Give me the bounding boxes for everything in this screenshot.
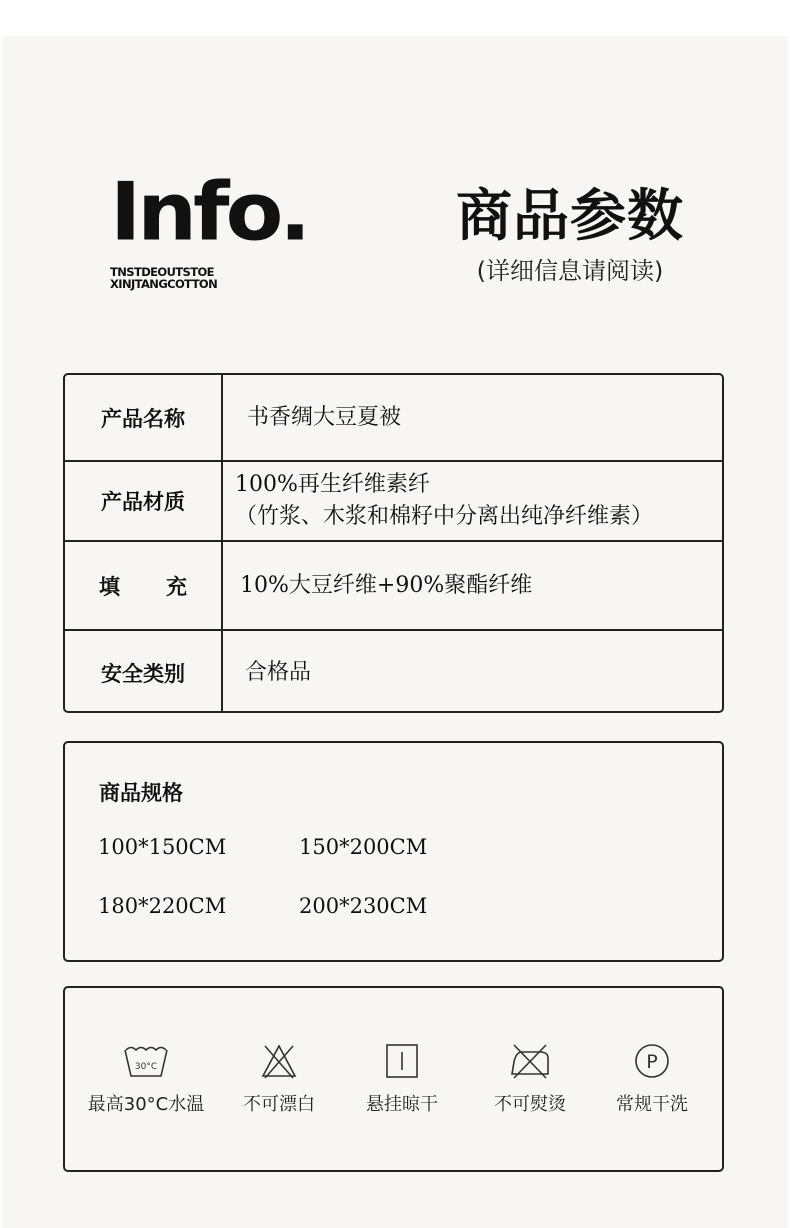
- specs-title: 商品规格: [99, 781, 183, 805]
- care-label: 常规干洗: [616, 1094, 688, 1115]
- care-label: 悬挂晾干: [366, 1094, 438, 1115]
- hang-dry-icon: [382, 1042, 422, 1080]
- param-value: [223, 375, 722, 460]
- param-label: 产品名称: [65, 375, 223, 460]
- table-row: [65, 375, 722, 462]
- brand-tagline-line2: XINJTANGCOTTON: [110, 277, 218, 291]
- specs-box: [63, 741, 724, 962]
- svg-text:P: P: [646, 1051, 658, 1073]
- page-title: 商品参数: [456, 184, 684, 249]
- wash-30-icon: [122, 1042, 170, 1080]
- size-option: 150*200CM: [299, 835, 428, 859]
- title-block: [440, 184, 700, 286]
- care-item: [214, 1042, 344, 1116]
- size-option: 180*220CM: [98, 894, 227, 918]
- table-row: [65, 462, 722, 542]
- param-value-note: （竹浆、木浆和棉籽中分离出纯净纤维素）: [235, 504, 654, 529]
- size-option: 200*230CM: [299, 894, 428, 918]
- param-value: [223, 462, 722, 540]
- size-option: 100*150CM: [98, 835, 227, 859]
- table-row: [65, 631, 722, 713]
- params-table: [63, 373, 724, 713]
- no-bleach-icon: [259, 1042, 299, 1080]
- param-value: [223, 542, 722, 629]
- care-item: [465, 1042, 595, 1116]
- care-instructions: [63, 986, 724, 1172]
- brand-tagline-line1: TNSTDEOUTSTOE: [110, 265, 214, 279]
- care-item: [587, 1042, 717, 1116]
- dry-clean-p-icon: [632, 1042, 672, 1080]
- param-label: [65, 542, 223, 629]
- param-label: 产品材质: [65, 462, 223, 540]
- care-label: 最高30°C水温: [87, 1094, 205, 1115]
- brand-block: [110, 165, 308, 291]
- param-value-text: 合格品: [245, 660, 312, 685]
- care-item: [337, 1042, 467, 1116]
- page-subtitle: (详细信息请阅读): [476, 257, 664, 285]
- care-label: 不可漂白: [243, 1094, 315, 1115]
- param-value-text: 10%大豆纤维+90%聚酯纤维: [240, 572, 533, 598]
- param-label: 安全类别: [65, 631, 223, 713]
- care-label: 不可熨烫: [494, 1094, 566, 1115]
- care-item: [81, 1042, 211, 1116]
- table-row: [65, 542, 722, 631]
- param-label-char: 填: [99, 574, 120, 599]
- param-label-char: 充: [166, 574, 187, 599]
- brand-logo: Info.: [110, 165, 308, 259]
- no-iron-icon: [508, 1042, 552, 1080]
- param-value-text: 书香绸大豆夏被: [247, 404, 402, 430]
- param-value: [223, 631, 722, 713]
- svg-text:30°C: 30°C: [134, 1062, 158, 1072]
- brand-tagline: [110, 266, 307, 290]
- param-value-text: 100%再生纤维素纤: [235, 472, 430, 497]
